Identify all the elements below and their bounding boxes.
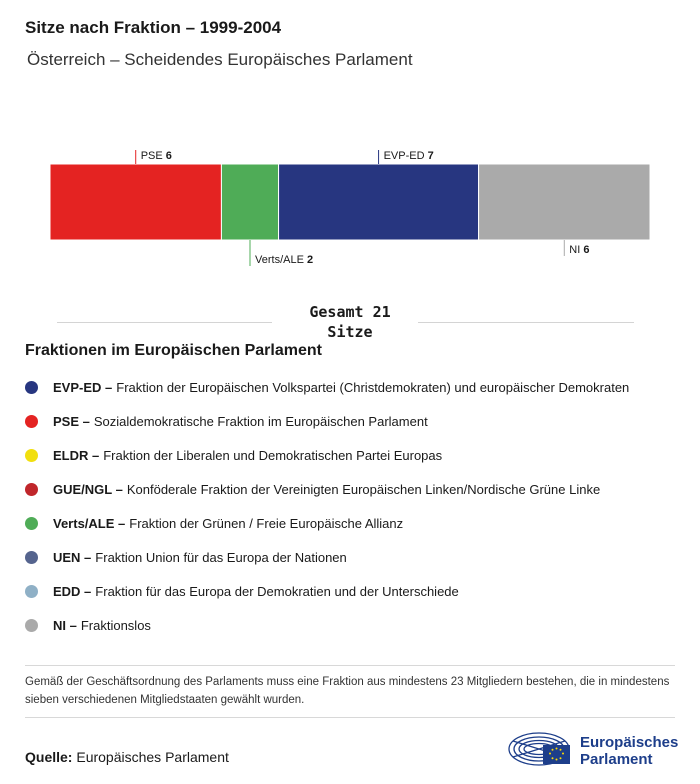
legend-color-dot-icon (25, 517, 38, 530)
logo-line1: Europäisches (580, 734, 679, 751)
legend-desc: Fraktionslos (80, 617, 151, 633)
legend-item (25, 608, 685, 642)
legend-color-dot-icon (25, 585, 38, 598)
footnote: Gemäß der Geschäftsordnung des Parlaments muss eine Fraktion aus mindestens 23 Mitgliedern bestehen, die in mindestens sieben verschiedenen Mitgliedstaaten gewählt wurden. (25, 676, 670, 706)
legend-abbr: EVP-ED – (53, 379, 113, 395)
legend-abbr: Verts/ALE – (53, 515, 126, 531)
source-label: Quelle: (25, 749, 73, 765)
legend-item (25, 438, 685, 472)
legend-abbr: ELDR – (53, 447, 100, 463)
logo-wordmark (580, 734, 678, 768)
legend-desc: Sozialdemokratische Fraktion im Europäischen Parlament (93, 413, 428, 429)
legend-desc: Fraktion der Europäischen Volkspartei (Christdemokraten) und europäischer Demokraten (116, 379, 630, 395)
legend-item (25, 404, 685, 438)
legend-color-dot-icon (25, 449, 38, 462)
legend-item (25, 574, 685, 608)
legend-title: Fraktionen im Europäischen Parlament (25, 342, 322, 359)
legend-list (25, 370, 685, 642)
bar-segment-pse (50, 164, 221, 240)
chart-title: Sitze nach Fraktion – 1999-2004 (25, 18, 282, 37)
data-label: Verts/ALE 2 (255, 254, 314, 266)
legend-color-dot-icon (25, 415, 38, 428)
total-seats-line2: Sitze (327, 323, 373, 341)
legend-color-dot-icon (25, 619, 38, 632)
legend-abbr: NI – (53, 617, 77, 633)
total-seats (0, 302, 700, 342)
data-label: PSE 6 (140, 150, 172, 162)
bar-segment-evp-ed (279, 164, 479, 240)
legend-color-dot-icon (25, 483, 38, 496)
chart-subtitle: Österreich – Scheidendes Europäisches Parlament (27, 50, 413, 69)
divider (25, 665, 675, 666)
legend-item (25, 370, 685, 404)
data-label: EVP-ED 7 (383, 150, 434, 162)
total-seats-line1: Gesamt 21 (309, 303, 391, 321)
seat-bar-chart (0, 130, 700, 280)
legend-abbr: GUE/NGL – (53, 481, 123, 497)
bar-segment-verts-ale (221, 164, 278, 240)
logo-line2: Parlament (580, 751, 653, 768)
legend-desc: Fraktion der Liberalen und Demokratischen Partei Europas (103, 447, 443, 463)
source-value: Europäisches Parlament (76, 749, 229, 765)
data-label: NI 6 (569, 244, 590, 256)
legend-color-dot-icon (25, 381, 38, 394)
legend-item (25, 506, 685, 540)
legend-desc: Fraktion für das Europa der Demokratien und der Unterschiede (95, 583, 459, 599)
source-line (25, 749, 229, 765)
divider (25, 717, 675, 718)
legend-item (25, 472, 685, 506)
bar-segment-ni (479, 164, 650, 240)
legend-desc: Fraktion der Grünen / Freie Europäische Allianz (129, 515, 404, 531)
legend-desc: Konföderale Fraktion der Vereinigten Europäischen Linken/Nordische Grüne Linke (126, 481, 601, 497)
legend-desc: Fraktion Union für das Europa der Nationen (95, 549, 347, 565)
legend-abbr: EDD – (53, 583, 92, 599)
legend-abbr: UEN – (53, 549, 92, 565)
legend-abbr: PSE – (53, 413, 90, 429)
legend-color-dot-icon (25, 551, 38, 564)
legend-item (25, 540, 685, 574)
